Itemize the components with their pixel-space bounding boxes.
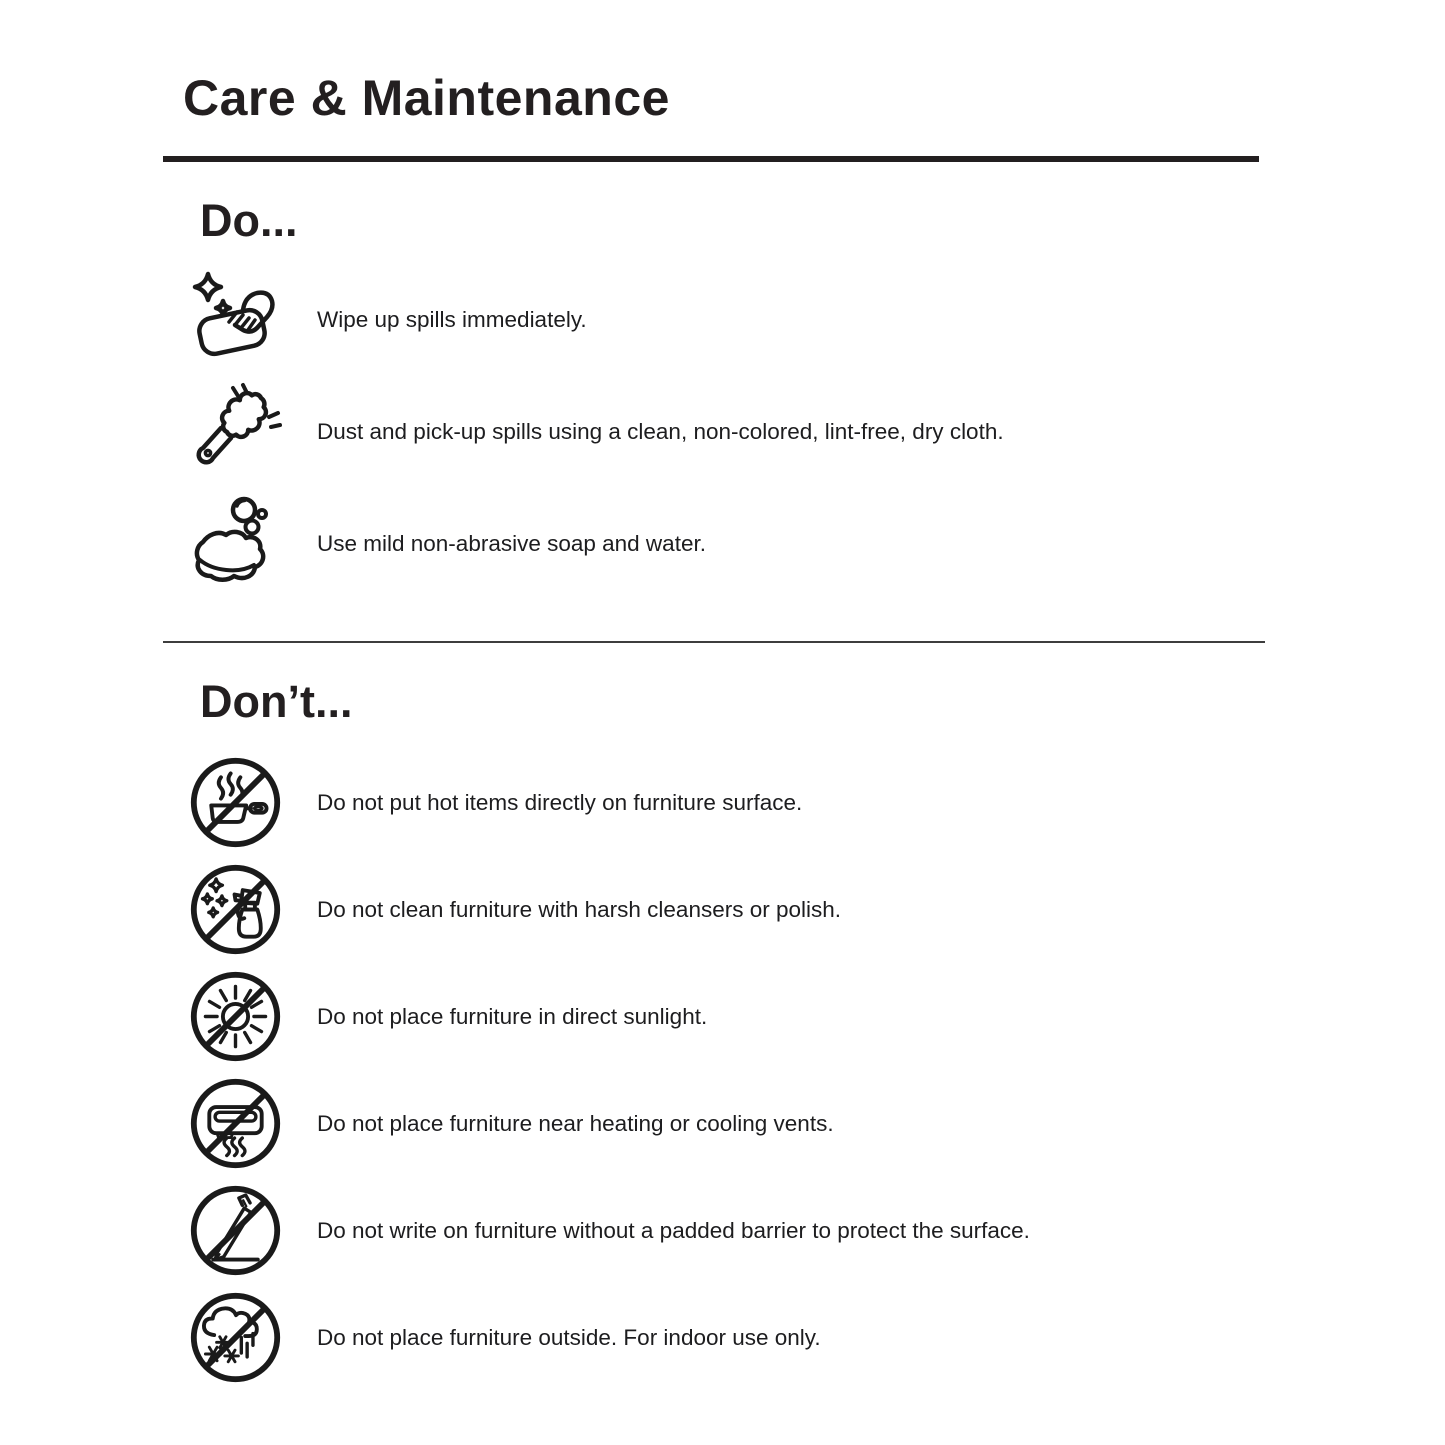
feather-duster-icon bbox=[187, 382, 287, 482]
care-item-text: Wipe up spills immediately. bbox=[317, 307, 587, 332]
care-item-row bbox=[187, 1177, 1265, 1284]
no-spray-cleanser-icon bbox=[187, 861, 284, 958]
page-title: Care & Maintenance bbox=[183, 70, 670, 126]
do-section-heading: Do... bbox=[200, 195, 298, 246]
care-item-row bbox=[187, 749, 1265, 856]
care-item-text: Do not put hot items directly on furniture surface. bbox=[317, 789, 803, 815]
care-item-text: Use mild non-abrasive soap and water. bbox=[317, 531, 706, 556]
do-section bbox=[163, 264, 1265, 600]
no-heating-vent-icon bbox=[187, 1075, 284, 1172]
care-item-row bbox=[187, 488, 1265, 600]
no-outdoor-weather-icon bbox=[187, 1289, 284, 1386]
care-item-row bbox=[187, 856, 1265, 963]
no-hot-pan-icon bbox=[187, 754, 284, 851]
dont-section bbox=[163, 749, 1265, 1391]
title-divider bbox=[163, 156, 1259, 162]
dont-section-heading: Don’t... bbox=[200, 676, 353, 727]
care-item-text: Do not place furniture near heating or cooling vents. bbox=[317, 1110, 834, 1136]
no-direct-sunlight-icon bbox=[187, 968, 284, 1065]
care-item-text: Do not place furniture in direct sunlight. bbox=[317, 1003, 708, 1029]
sponge-bubbles-icon bbox=[187, 494, 287, 594]
section-divider bbox=[163, 641, 1265, 643]
care-item-row bbox=[187, 1284, 1265, 1391]
care-item-text: Dust and pick-up spills using a clean, non-colored, lint-free, dry cloth. bbox=[317, 419, 1004, 444]
care-item-text: Do not clean furniture with harsh cleansers or polish. bbox=[317, 896, 842, 922]
care-item-row bbox=[187, 376, 1265, 488]
no-writing-pen-icon bbox=[187, 1182, 284, 1279]
care-item-text: Do not write on furniture without a padded barrier to protect the surface. bbox=[317, 1217, 1030, 1243]
care-item-row bbox=[187, 1070, 1265, 1177]
care-item-row bbox=[187, 963, 1265, 1070]
care-item-row bbox=[187, 264, 1265, 376]
care-item-text: Do not place furniture outside. For indoor use only. bbox=[317, 1324, 821, 1350]
wipe-hand-sparkle-icon bbox=[187, 270, 287, 370]
